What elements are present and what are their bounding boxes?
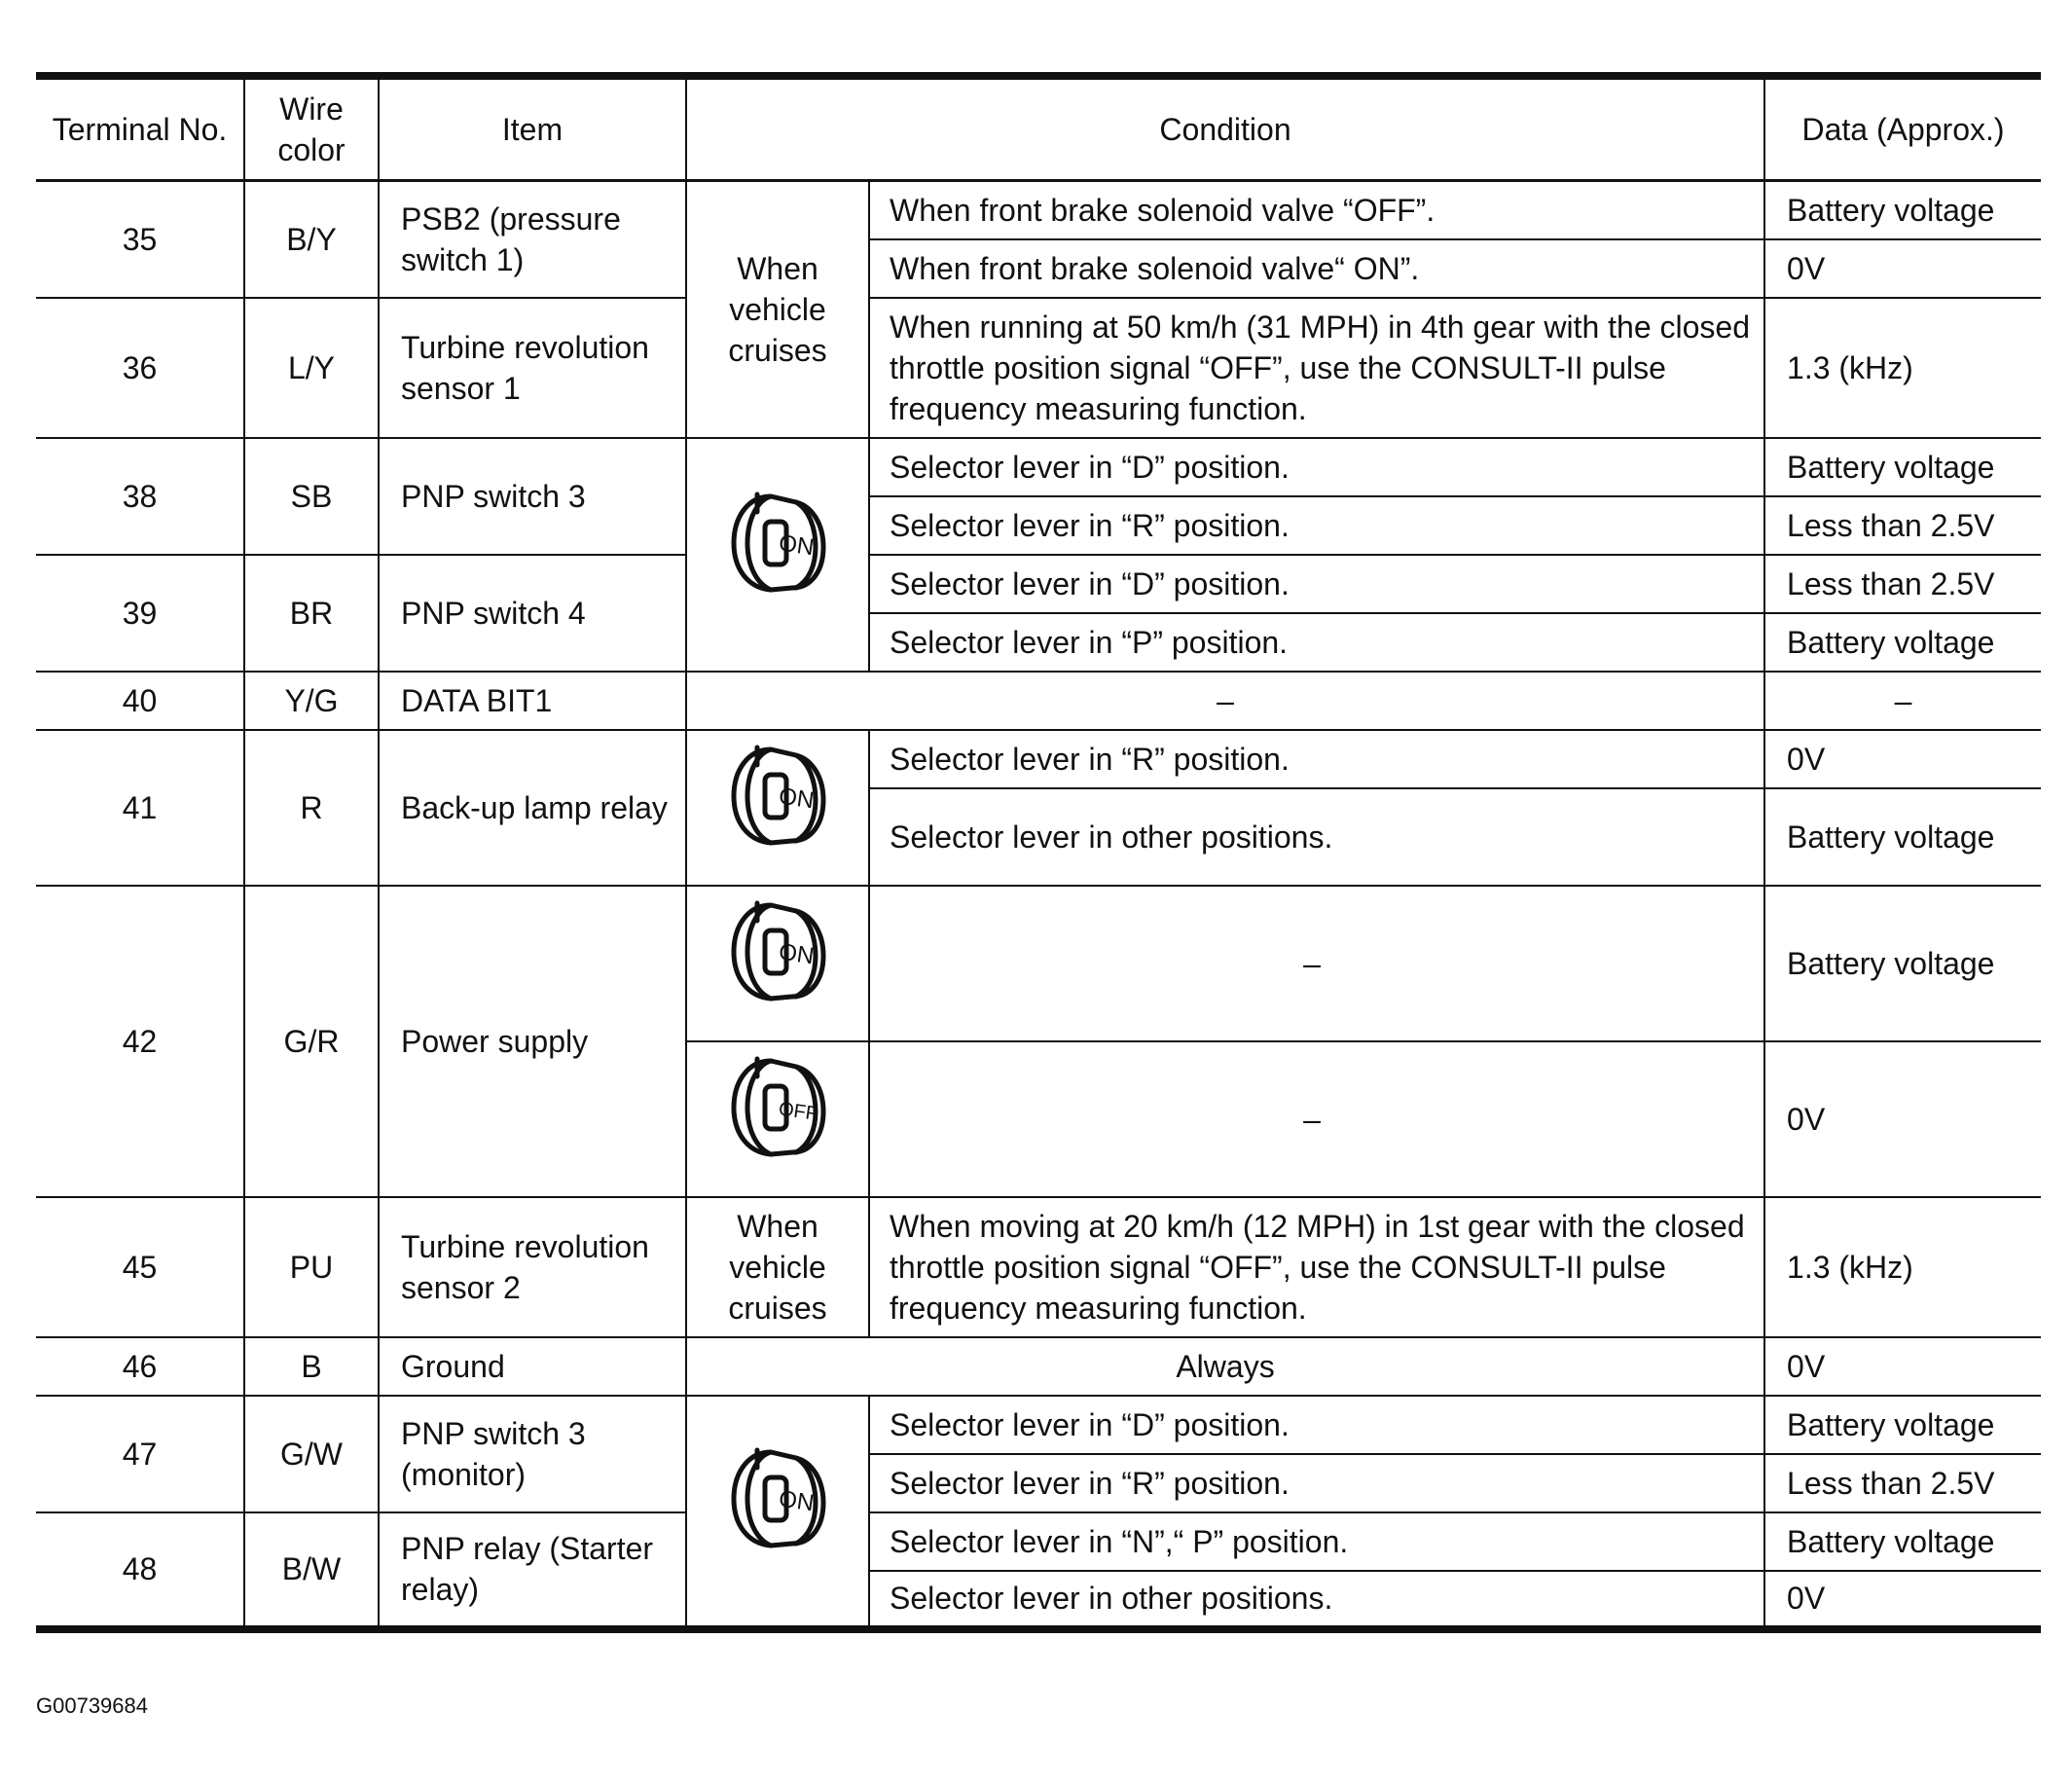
data-cell: Battery voltage	[1764, 1512, 2041, 1571]
item-name: PSB2 (pressure switch 1)	[379, 181, 686, 298]
condition-cell: –	[686, 672, 1764, 730]
data-cell: Battery voltage	[1764, 613, 2041, 672]
data-cell: Battery voltage	[1764, 438, 2041, 496]
condition-cell: Selector lever in “P” position.	[869, 613, 1764, 672]
ignition-key-off-icon	[714, 1051, 841, 1187]
header-data: Data (Approx.)	[1764, 76, 2041, 181]
wire-color: R	[244, 730, 379, 886]
svg-text:ON: ON	[777, 938, 816, 969]
data-cell: Battery voltage	[1764, 1396, 2041, 1454]
wire-color: G/R	[244, 886, 379, 1197]
context-label: When vehicle cruises	[728, 1208, 827, 1326]
item-name: Power supply	[379, 886, 686, 1197]
terminal-number: 38	[36, 438, 244, 555]
terminal-table-container	[36, 72, 2041, 1633]
wire-color: BR	[244, 555, 379, 672]
condition-cell: –	[869, 1041, 1764, 1197]
context-cell	[686, 730, 869, 886]
condition-cell: Selector lever in other positions.	[869, 1571, 1764, 1629]
header-item: Item	[379, 76, 686, 181]
condition-cell: When running at 50 km/h (31 MPH) in 4th gear with the closed throttle position signal “OFF”, use the CONSULT-II pulse frequency measuring function.	[869, 298, 1764, 438]
terminal-number: 35	[36, 181, 244, 298]
table-row	[36, 886, 2041, 1041]
svg-text:ON: ON	[777, 529, 816, 561]
data-cell: 0V	[1764, 239, 2041, 298]
item-name: PNP switch 3	[379, 438, 686, 555]
data-cell: Battery voltage	[1764, 181, 2041, 239]
table-row	[36, 1512, 2041, 1571]
header-wire-color: Wire color	[244, 76, 379, 181]
context-cell	[686, 438, 869, 672]
condition-cell: Selector lever in “R” position.	[869, 1454, 1764, 1512]
condition-cell: Selector lever in “R” position.	[869, 730, 1764, 788]
svg-text:ON: ON	[777, 1485, 816, 1517]
data-cell: 0V	[1764, 1041, 2041, 1197]
wire-color: SB	[244, 438, 379, 555]
condition-cell: Selector lever in “R” position.	[869, 496, 1764, 555]
svg-text:OFF: OFF	[777, 1098, 819, 1125]
table-row	[36, 555, 2041, 613]
terminal-number: 45	[36, 1197, 244, 1337]
table-header-row	[36, 76, 2041, 181]
terminal-number: 42	[36, 886, 244, 1197]
condition-cell: Selector lever in “D” position.	[869, 1396, 1764, 1454]
table-row	[36, 438, 2041, 496]
ignition-key-on-icon	[714, 1442, 841, 1579]
context-cell	[686, 886, 869, 1041]
data-cell: 1.3 (kHz)	[1764, 298, 2041, 438]
ignition-key-on-icon	[714, 740, 841, 876]
terminal-number: 41	[36, 730, 244, 886]
wire-color: B	[244, 1337, 379, 1396]
item-name: PNP switch 4	[379, 555, 686, 672]
context-cell	[686, 1041, 869, 1197]
terminal-number: 47	[36, 1396, 244, 1512]
terminal-table	[36, 72, 2041, 1633]
ignition-key-on-icon	[714, 895, 841, 1032]
condition-cell: Selector lever in “D” position.	[869, 555, 1764, 613]
data-cell: Battery voltage	[1764, 886, 2041, 1041]
svg-text:ON: ON	[777, 783, 816, 814]
table-row	[36, 181, 2041, 239]
condition-cell: When front brake solenoid valve“ ON”.	[869, 239, 1764, 298]
data-cell: Less than 2.5V	[1764, 555, 2041, 613]
item-name: Ground	[379, 1337, 686, 1396]
terminal-number: 36	[36, 298, 244, 438]
condition-cell: –	[869, 886, 1764, 1041]
table-row	[36, 1197, 2041, 1337]
wire-color: B/Y	[244, 181, 379, 298]
condition-cell: Selector lever in other positions.	[869, 788, 1764, 886]
context-label: When vehicle cruises	[728, 250, 827, 368]
context-cell	[686, 181, 869, 438]
wire-color: B/W	[244, 1512, 379, 1629]
data-cell: Less than 2.5V	[1764, 496, 2041, 555]
ignition-key-on-icon	[714, 487, 841, 623]
terminal-number: 46	[36, 1337, 244, 1396]
data-cell: Battery voltage	[1764, 788, 2041, 886]
condition-cell: Selector lever in “D” position.	[869, 438, 1764, 496]
context-cell	[686, 1197, 869, 1337]
data-cell: 0V	[1764, 1337, 2041, 1396]
data-cell: 0V	[1764, 730, 2041, 788]
data-cell: 0V	[1764, 1571, 2041, 1629]
table-row	[36, 1396, 2041, 1454]
terminal-number: 40	[36, 672, 244, 730]
item-name: PNP switch 3 (monitor)	[379, 1396, 686, 1512]
wire-color: G/W	[244, 1396, 379, 1512]
condition-cell: When front brake solenoid valve “OFF”.	[869, 181, 1764, 239]
data-cell: 1.3 (kHz)	[1764, 1197, 2041, 1337]
wire-color: Y/G	[244, 672, 379, 730]
table-row	[36, 672, 2041, 730]
wire-color: L/Y	[244, 298, 379, 438]
condition-cell: Selector lever in “N”,“ P” position.	[869, 1512, 1764, 1571]
item-name: DATA BIT1	[379, 672, 686, 730]
wire-color: PU	[244, 1197, 379, 1337]
terminal-number: 39	[36, 555, 244, 672]
header-terminal: Terminal No.	[36, 76, 244, 181]
data-cell: –	[1764, 672, 2041, 730]
table-row	[36, 730, 2041, 788]
figure-code: G00739684	[36, 1693, 148, 1718]
context-cell	[686, 1396, 869, 1629]
item-name: Turbine revolution sensor 1	[379, 298, 686, 438]
condition-cell: When moving at 20 km/h (12 MPH) in 1st gear with the closed throttle position signal “OFF”, use the CONSULT-II pulse frequency measuring function.	[869, 1197, 1764, 1337]
item-name: Turbine revolution sensor 2	[379, 1197, 686, 1337]
header-condition: Condition	[686, 76, 1764, 181]
table-row	[36, 298, 2041, 438]
item-name: PNP relay (Starter relay)	[379, 1512, 686, 1629]
terminal-number: 48	[36, 1512, 244, 1629]
table-row	[36, 1337, 2041, 1396]
data-cell: Less than 2.5V	[1764, 1454, 2041, 1512]
item-name: Back-up lamp relay	[379, 730, 686, 886]
condition-cell: Always	[686, 1337, 1764, 1396]
